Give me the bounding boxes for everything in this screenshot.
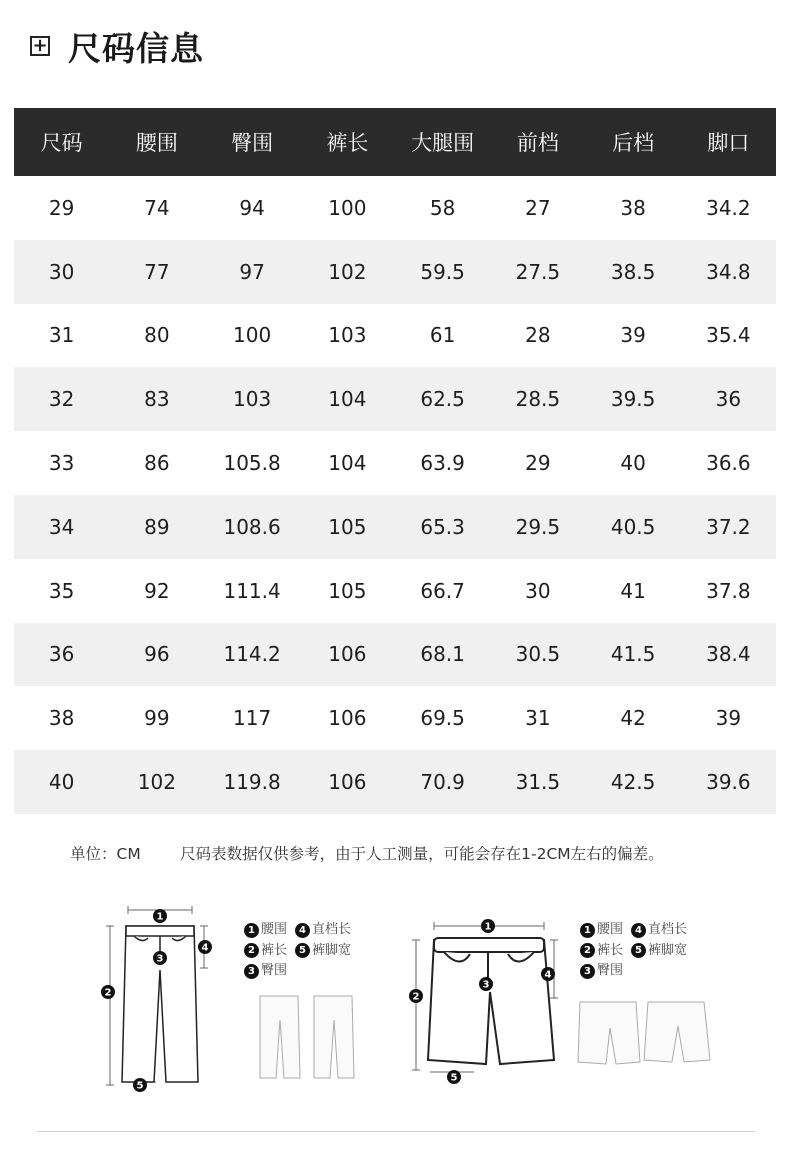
table-cell: 117 bbox=[233, 706, 272, 731]
table-cell: 105.8 bbox=[223, 451, 281, 476]
table-cell: 94 bbox=[239, 195, 265, 220]
table-cell: 32 bbox=[14, 367, 109, 431]
table-cell: 68.1 bbox=[395, 623, 490, 687]
table-cell: 96 bbox=[109, 623, 204, 687]
table-cell: 61 bbox=[429, 323, 456, 348]
table-cell: 38.4 bbox=[681, 623, 776, 687]
table-cell: 58 bbox=[429, 195, 456, 220]
legend-right bbox=[580, 920, 695, 982]
table-cell: 104 bbox=[328, 451, 367, 476]
size-table bbox=[14, 108, 776, 814]
callout-3: 3 bbox=[156, 953, 164, 965]
shorts-callout-3: 3 bbox=[482, 979, 490, 991]
table-row bbox=[14, 176, 776, 240]
long-pants-diagram bbox=[96, 900, 226, 1100]
table-cell: 114.2 bbox=[205, 623, 300, 687]
table-cell: 86 bbox=[144, 451, 170, 476]
shorts-diagram bbox=[404, 912, 564, 1092]
legend-r-rise: 直档长 bbox=[648, 922, 688, 937]
table-cell: 74 bbox=[144, 195, 170, 220]
legend-num-5: 5 bbox=[295, 943, 310, 958]
callout-4: 4 bbox=[201, 942, 209, 954]
legend-r-num-1: 1 bbox=[580, 923, 595, 938]
table-cell: 106 bbox=[300, 750, 395, 814]
legend-waist: 腰围 bbox=[261, 922, 288, 937]
legend-r-num-3: 3 bbox=[580, 964, 595, 979]
table-cell: 103 bbox=[205, 367, 300, 431]
column-header: 臀围 bbox=[205, 108, 300, 176]
table-row bbox=[14, 304, 776, 368]
callout-1: 1 bbox=[156, 911, 164, 923]
table-cell: 31 bbox=[48, 323, 75, 348]
legend-num-1: 1 bbox=[244, 923, 259, 938]
table-cell: 89 bbox=[109, 495, 204, 559]
table-cell: 100 bbox=[233, 323, 272, 348]
legend-left bbox=[244, 920, 359, 982]
shorts-thumbnails bbox=[576, 996, 716, 1070]
shorts-callout-5: 5 bbox=[450, 1072, 458, 1084]
column-header: 尺码 bbox=[14, 108, 109, 176]
table-cell: 37.8 bbox=[706, 578, 751, 603]
table-cell: 119.8 bbox=[205, 750, 300, 814]
shorts-callout-4: 4 bbox=[544, 969, 552, 981]
table-cell: 29.5 bbox=[490, 495, 585, 559]
shorts-callout-1: 1 bbox=[484, 921, 492, 933]
legend-r-num-4: 4 bbox=[631, 923, 646, 938]
table-cell: 31.5 bbox=[490, 750, 585, 814]
table-cell: 99 bbox=[144, 706, 170, 731]
table-row bbox=[14, 623, 776, 687]
table-cell: 42 bbox=[620, 706, 646, 731]
callout-2: 2 bbox=[104, 987, 112, 999]
measurement-note bbox=[70, 842, 664, 864]
table-cell: 36 bbox=[14, 623, 109, 687]
table-cell: 106 bbox=[328, 706, 367, 731]
table-cell: 39 bbox=[715, 706, 742, 731]
legend-num-2: 2 bbox=[244, 943, 259, 958]
disclaimer-text: 尺码表数据仅供参考，由于人工测量，可能会存在1-2CM左右的偏差。 bbox=[180, 845, 664, 863]
table-cell: 28.5 bbox=[490, 367, 585, 431]
table-cell: 63.9 bbox=[420, 451, 465, 476]
table-cell: 80 bbox=[144, 323, 170, 348]
table-cell: 106 bbox=[300, 623, 395, 687]
divider bbox=[37, 1131, 755, 1132]
table-row bbox=[14, 559, 776, 623]
table-cell: 41 bbox=[620, 578, 646, 603]
table-cell: 70.9 bbox=[395, 750, 490, 814]
table-cell: 39.6 bbox=[681, 750, 776, 814]
legend-num-4: 4 bbox=[295, 923, 310, 938]
table-row bbox=[14, 750, 776, 814]
table-cell: 38 bbox=[620, 195, 646, 220]
table-cell: 28 bbox=[525, 323, 551, 348]
legend-length: 裤长 bbox=[261, 942, 288, 958]
table-cell: 102 bbox=[300, 240, 395, 304]
table-row bbox=[14, 686, 776, 750]
legend-hip: 臀围 bbox=[261, 963, 288, 978]
table-header-row bbox=[14, 108, 776, 176]
column-header: 腰围 bbox=[109, 108, 204, 176]
table-cell: 37.2 bbox=[681, 495, 776, 559]
callout-5: 5 bbox=[136, 1080, 144, 1092]
table-cell: 102 bbox=[109, 750, 204, 814]
table-row bbox=[14, 367, 776, 431]
table-cell: 39 bbox=[620, 323, 646, 348]
table-cell: 92 bbox=[144, 578, 170, 603]
table-cell: 34 bbox=[14, 495, 109, 559]
legend-r-length: 裤长 bbox=[597, 942, 624, 958]
table-cell: 111.4 bbox=[223, 578, 281, 603]
plus-box-icon: + bbox=[30, 36, 50, 56]
section-header bbox=[30, 24, 204, 68]
table-cell: 27 bbox=[525, 195, 551, 220]
legend-r-hem: 裤脚宽 bbox=[648, 942, 688, 958]
table-cell: 105 bbox=[300, 495, 395, 559]
table-cell: 103 bbox=[328, 323, 367, 348]
table-cell: 40.5 bbox=[586, 495, 681, 559]
table-cell: 39.5 bbox=[586, 367, 681, 431]
table-row bbox=[14, 240, 776, 304]
table-cell: 66.7 bbox=[420, 578, 465, 603]
table-cell: 38.5 bbox=[586, 240, 681, 304]
column-header: 后档 bbox=[586, 108, 681, 176]
table-cell: 108.6 bbox=[205, 495, 300, 559]
table-cell: 40 bbox=[620, 451, 646, 476]
table-cell: 33 bbox=[48, 451, 75, 476]
legend-r-hip: 臀围 bbox=[597, 963, 624, 978]
legend-hem: 裤脚宽 bbox=[312, 942, 352, 958]
legend-num-3: 3 bbox=[244, 964, 259, 979]
page-title: 尺码信息 bbox=[68, 28, 204, 68]
legend-r-num-2: 2 bbox=[580, 943, 595, 958]
table-cell: 105 bbox=[328, 578, 367, 603]
table-cell: 29 bbox=[48, 195, 75, 220]
table-row bbox=[14, 495, 776, 559]
table-cell: 100 bbox=[328, 195, 367, 220]
table-cell: 30.5 bbox=[490, 623, 585, 687]
table-row bbox=[14, 431, 776, 495]
table-cell: 83 bbox=[109, 367, 204, 431]
table-cell: 35 bbox=[48, 578, 75, 603]
table-cell: 34.8 bbox=[681, 240, 776, 304]
table-cell: 31 bbox=[525, 706, 551, 731]
table-cell: 42.5 bbox=[586, 750, 681, 814]
table-cell: 59.5 bbox=[395, 240, 490, 304]
table-cell: 40 bbox=[14, 750, 109, 814]
column-header: 前档 bbox=[490, 108, 585, 176]
column-header: 裤长 bbox=[300, 108, 395, 176]
table-cell: 36 bbox=[681, 367, 776, 431]
table-cell: 29 bbox=[525, 451, 551, 476]
table-cell: 104 bbox=[300, 367, 395, 431]
legend-r-num-5: 5 bbox=[631, 943, 646, 958]
table-cell: 34.2 bbox=[706, 195, 751, 220]
pants-thumbnails bbox=[254, 990, 364, 1082]
shorts-callout-2: 2 bbox=[412, 991, 420, 1003]
legend-rise: 直档长 bbox=[312, 922, 352, 937]
table-cell: 30 bbox=[14, 240, 109, 304]
table-cell: 27.5 bbox=[490, 240, 585, 304]
table-cell: 41.5 bbox=[586, 623, 681, 687]
table-cell: 65.3 bbox=[395, 495, 490, 559]
table-cell: 62.5 bbox=[395, 367, 490, 431]
legend-r-waist: 腰围 bbox=[597, 922, 624, 937]
table-cell: 36.6 bbox=[706, 451, 751, 476]
table-cell: 30 bbox=[525, 578, 551, 603]
table-cell: 69.5 bbox=[420, 706, 465, 731]
column-header: 大腿围 bbox=[395, 108, 490, 176]
table-cell: 97 bbox=[205, 240, 300, 304]
table-cell: 77 bbox=[109, 240, 204, 304]
table-cell: 38 bbox=[48, 706, 75, 731]
table-cell: 35.4 bbox=[706, 323, 751, 348]
unit-label: 单位：CM bbox=[70, 845, 141, 863]
column-header: 脚口 bbox=[681, 108, 776, 176]
